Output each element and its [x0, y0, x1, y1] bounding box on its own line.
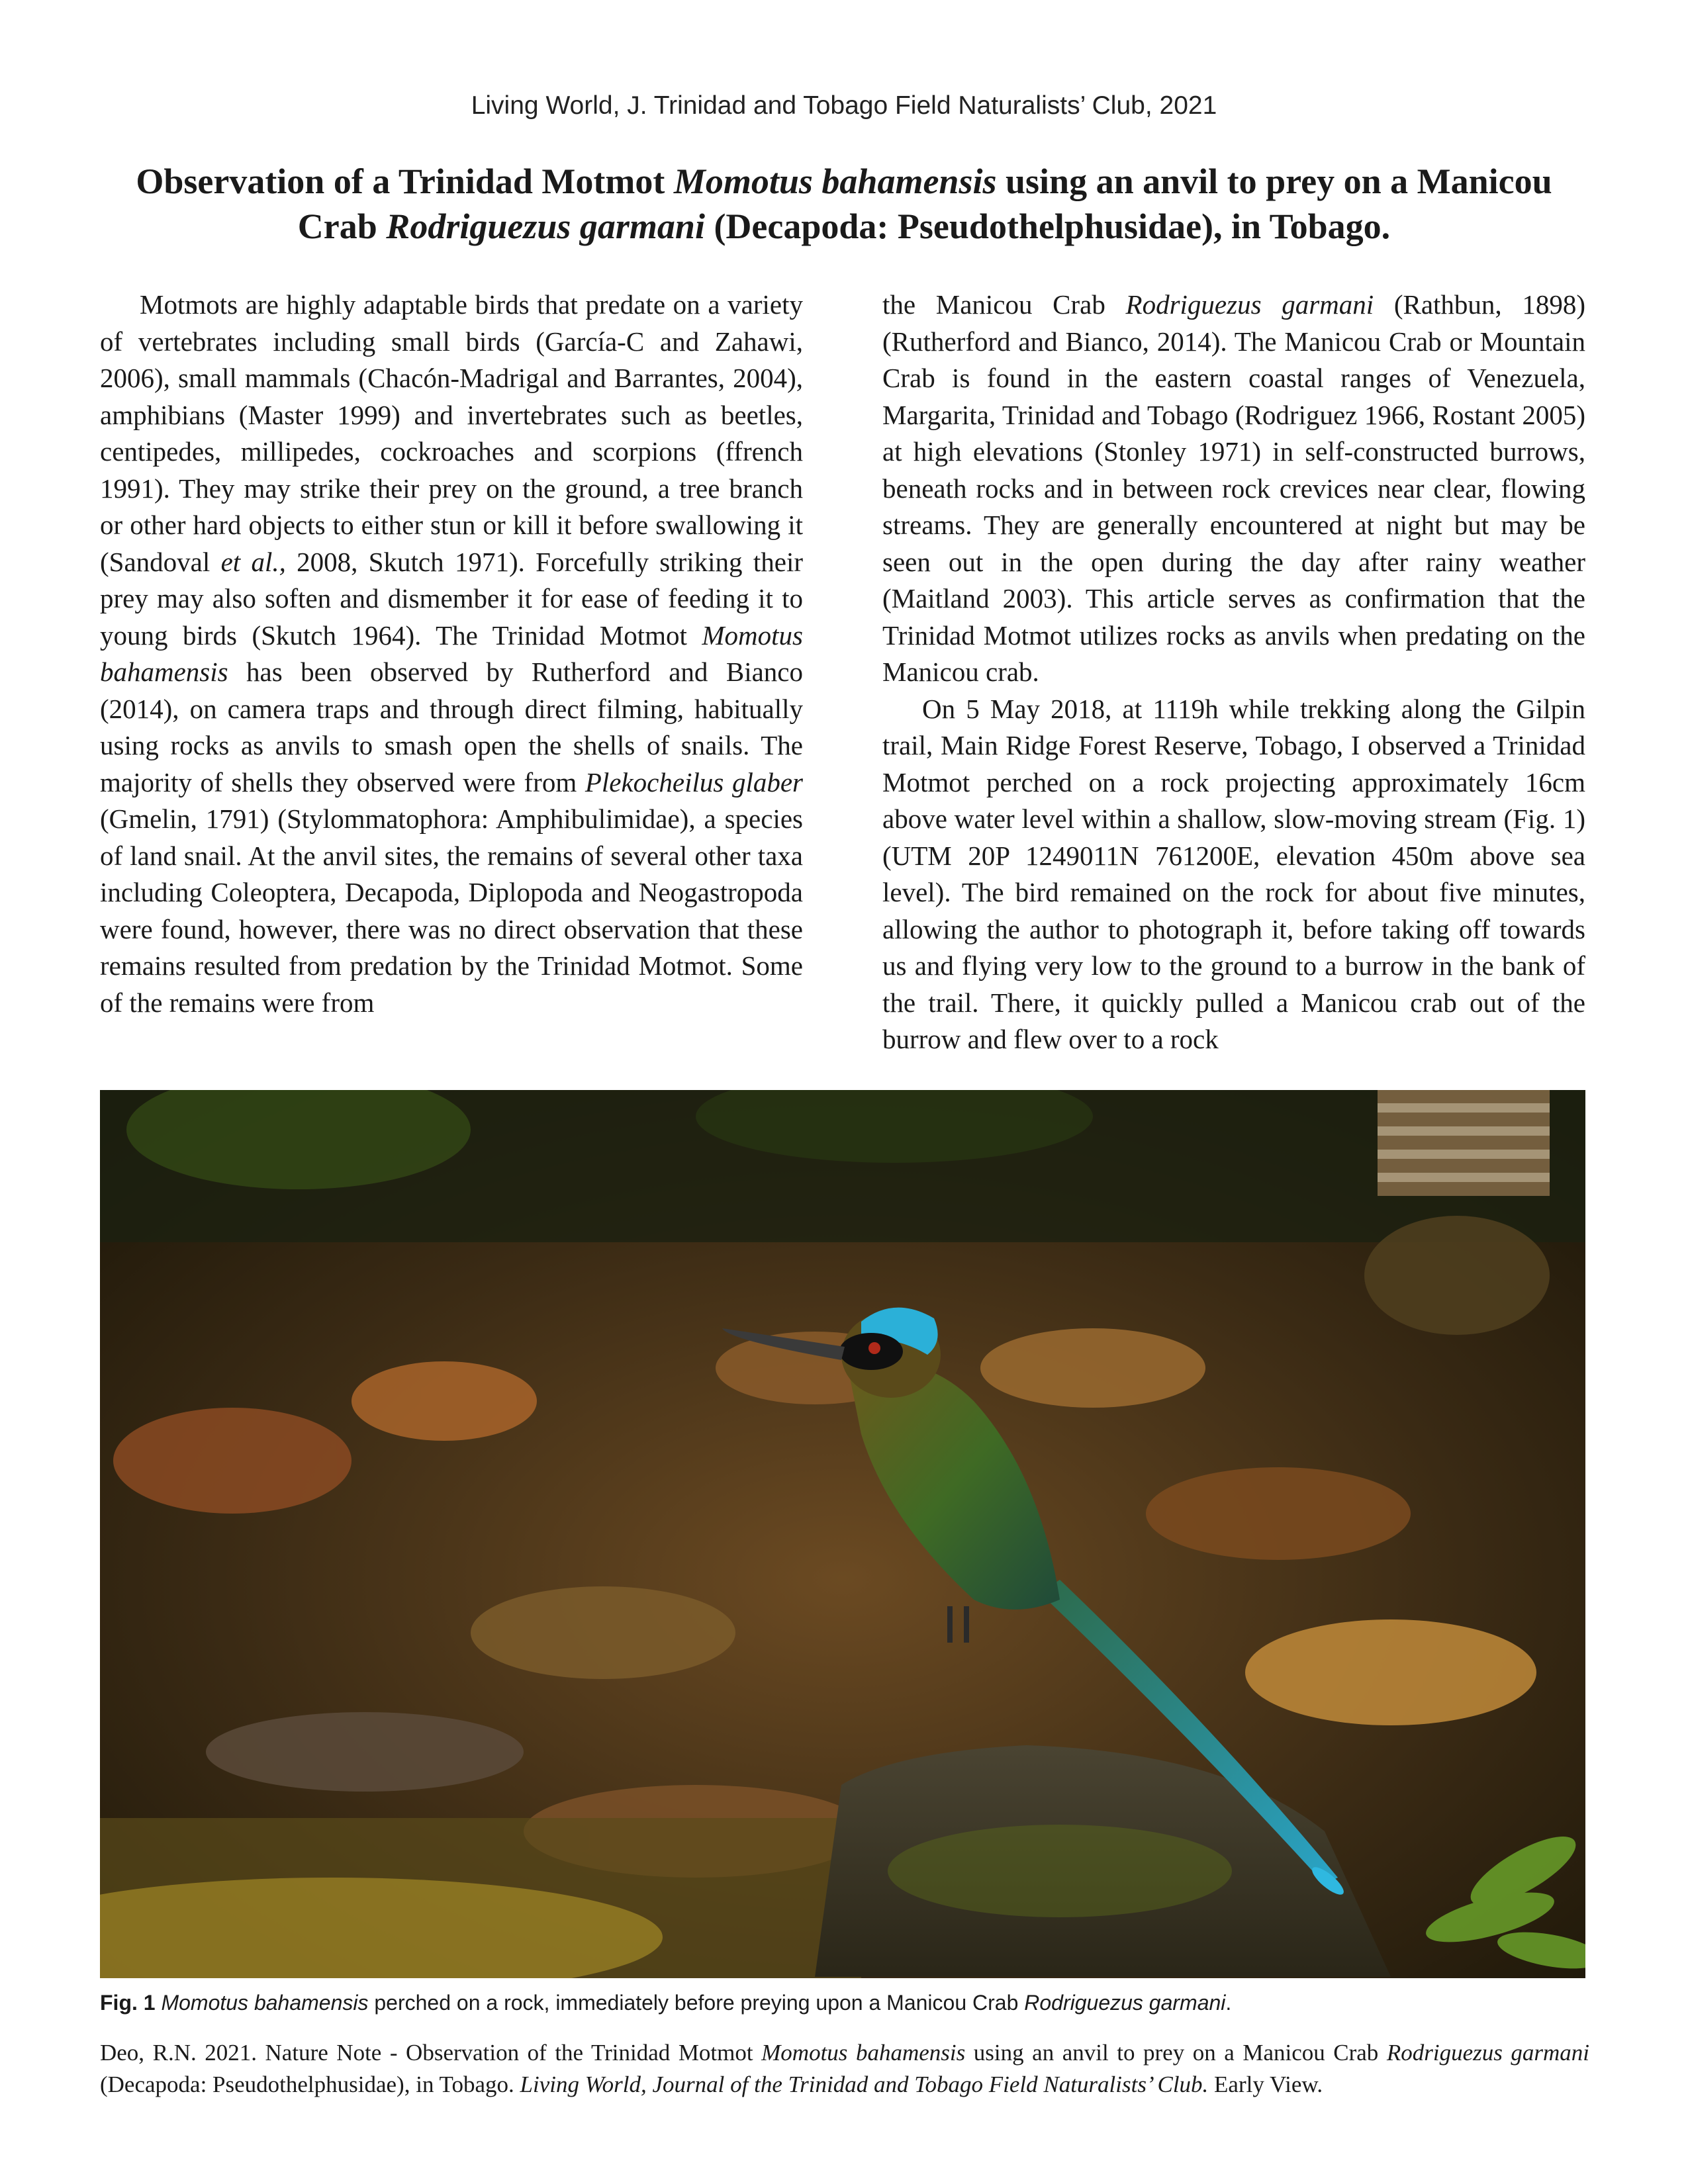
body-text: 2008, Skutch 1971). Forcefully striking their prey may also soften and dismember it for ease of feeding it to young birds (Skutch 1964). The Trinidad Motmot [100, 546, 803, 651]
title-part-2: using an anvil to prey on a Manicou Crab [297, 161, 1552, 246]
citation-text: Early View. [1208, 2071, 1323, 2097]
article-title [99, 159, 1589, 249]
body-column-left [100, 287, 803, 1021]
body-text: the Manicou Crab [882, 289, 1126, 320]
body-column-right [882, 287, 1585, 1058]
citation [100, 2037, 1589, 2101]
citation-text: Deo, R.N. 2021. Nature Note - Observation of the Trinidad Motmot [100, 2040, 762, 2066]
caption-italic: Momotus bahamensis [161, 1991, 369, 2015]
body-italic: Plekocheilus glaber [585, 766, 803, 797]
citation-italic: Momotus bahamensis [761, 2040, 966, 2066]
caption-text: . [1225, 1991, 1232, 2015]
citation-italic: Rodriguezus garmani [1386, 2040, 1589, 2066]
title-part-1: Observation of a Trinidad Motmot [136, 161, 674, 201]
body-text: (Rathbun, 1898) (Rutherford and Bianco, 2014). The Manicou Crab or Mountain Crab is found in the eastern coastal ranges of Venezuela, Margarita, Trinidad and Tobago (Rodriguez 1966, Rostant 2005) at high elevations (Stonley 1971) in self-constructed burrows, beneath rocks and in between rock crevices near clear, flowing streams. They are generally encountered at night but may be seen out in the open during the day after rainy weather (Maitland 2003). This article serves as confirmation that the Trinidad Motmot utilizes rocks as anvils when predating on the Manicou crab. [882, 289, 1585, 687]
body-text: has been observed by Rutherford and Bianco (2014), on camera traps and through direct filming, habitually using rocks as anvils to smash open the shells of snails. The majority of shells they observed were from [100, 657, 803, 797]
citation-text: using an anvil to prey on a Manicou Crab [965, 2040, 1387, 2066]
body-paragraph-1-continued [882, 287, 1585, 691]
citation-italic: Living World, Journal of the Trinidad and Tobago Field Naturalists’ Club. [520, 2071, 1209, 2097]
body-italic: Momotus bahamensis [100, 619, 803, 687]
body-text: Motmots are highly adaptable birds that predate on a variety of vertebrates including small birds (García-C and Zahawi, 2006), small mammals (Chacón-Madrigal and Barrantes, 2004), amphibians (Master 1999) and invertebrates such as beetles, centipedes, millipedes, cockroaches and scorpions (ffrench 1991). They may strike their prey on the ground, a tree branch or other hard objects to either stun or kill it before swallowing it (Sandoval [100, 289, 803, 577]
caption-italic: Rodriguezus garmani [1024, 1991, 1226, 2015]
title-species-crab: Rodriguezus garmani [386, 206, 705, 246]
body-text: (Gmelin, 1791) (Stylommatophora: Amphibulimidae), a species of land snail. At the anvil sites, the remains of several other taxa including Coleoptera, Decapoda, Diplopoda and Neogastropoda were found, however, there was no direct observation that these remains resulted from predation by the Trinidad Motmot. Some of the remains were from [100, 803, 803, 1018]
title-part-3: (Decapoda: Pseudothelphusidae), in Tobago. [704, 206, 1391, 246]
figure-label: Fig. 1 [100, 1991, 156, 2015]
figure-photo [100, 1090, 1585, 1978]
body-italic: Rodriguezus garmani [1125, 289, 1374, 320]
body-italic: et al., [220, 546, 286, 577]
caption-text: perched on a rock, immediately before preying upon a Manicou Crab [368, 1991, 1025, 2015]
citation-text: (Decapoda: Pseudothelphusidae), in Tobago. [100, 2071, 520, 2097]
body-paragraph-1 [100, 287, 803, 1021]
motmot-photo [100, 1090, 1585, 1978]
body-paragraph-2: On 5 May 2018, at 1119h while trekking along the Gilpin trail, Main Ridge Forest Reserve, Tobago, I observed a Trinidad Motmot perched on a rock projecting approximately 16cm above water level within a shallow, slow-moving stream (Fig. 1) (UTM 20P 1249011N 761200E, elevation 450m above sea level). The bird remained on the rock for about five minutes, allowing the author to photograph it, before taking off towards us and flying very low to the ground to a burrow in the bank of the trail. There, it quickly pulled a Manicou crab out of the burrow and flew over to a rock [882, 693, 1585, 1054]
running-head: Living World, J. Trinidad and Tobago Field Naturalists’ Club, 2021 [471, 91, 1217, 120]
title-species-motmot: Momotus bahamensis [673, 161, 997, 201]
figure-caption [100, 1989, 1589, 2017]
